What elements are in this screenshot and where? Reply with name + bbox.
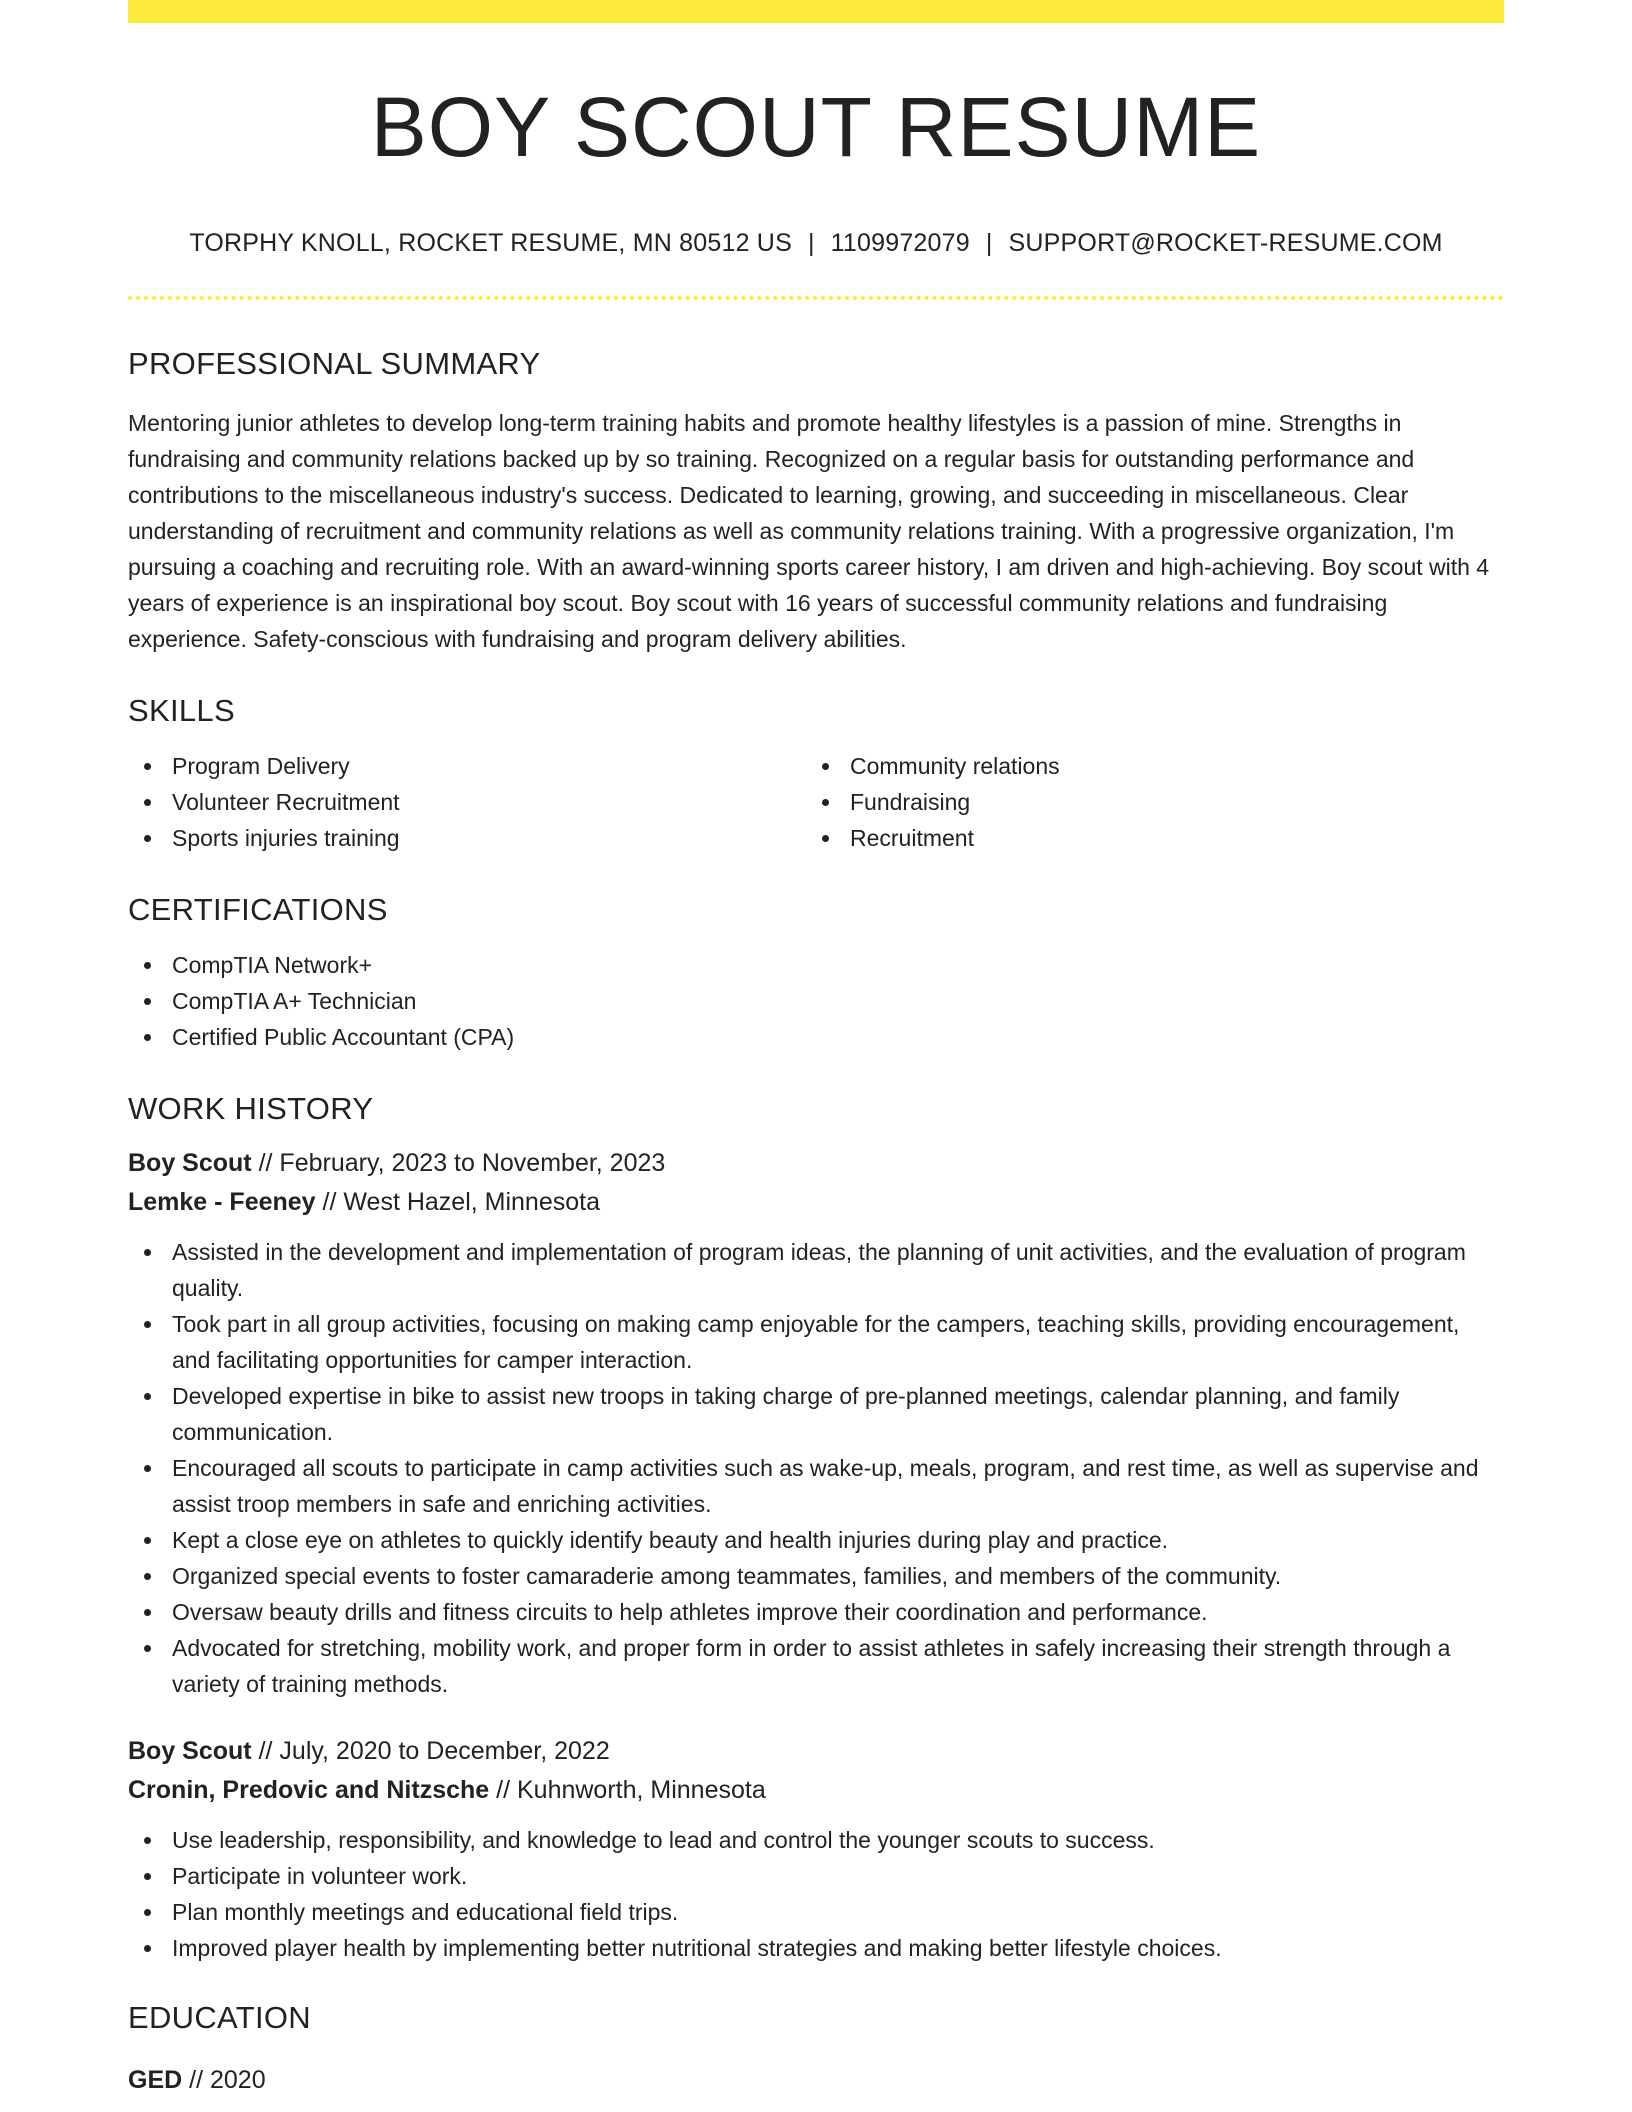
job-role: Boy Scout: [128, 1737, 252, 1765]
field-separator: //: [251, 1149, 280, 1177]
contact-line: [128, 231, 1504, 256]
job-bullet: Participate in volunteer work.: [128, 1858, 1504, 1894]
address: TORPHY KNOLL, ROCKET RESUME, MN 80512 US: [189, 229, 792, 257]
job-bullet: Organized special events to foster camaraderie among teammates, families, and members of the community.: [128, 1558, 1504, 1594]
phone[interactable]: 1109972079: [830, 229, 970, 257]
job-role-line: [128, 1144, 1504, 1183]
job-bullet-list: [128, 1822, 1504, 1966]
job-dates: February, 2023 to November, 2023: [279, 1149, 666, 1177]
job-bullet-list: [128, 1234, 1504, 1702]
job-bullet: Oversaw beauty drills and fitness circuits to help athletes improve their coordination and performance.: [128, 1594, 1504, 1630]
job-bullet: Use leadership, responsibility, and knowledge to lead and control the younger scouts to success.: [128, 1822, 1504, 1858]
job-bullet: Assisted in the development and implementation of program ideas, the planning of unit activities, and the evaluation of program quality.: [128, 1234, 1504, 1306]
job-bullet: Advocated for stretching, mobility work, and proper form in order to assist athletes in safely increasing their strength through a variety of training methods.: [128, 1630, 1504, 1702]
certifications-list: [128, 947, 1504, 1055]
field-separator: //: [251, 1737, 280, 1765]
education-year: 2020: [209, 2066, 266, 2094]
summary-text: Mentoring junior athletes to develop long-term training habits and promote healthy lifestyles is a passion of mine. Strengths in fundraising and community relations backed up by so training. Recognized on a regular basis for outstanding performance and contributions to the miscellaneous industry's success. Dedicated to learning, growing, and succeeding in miscellaneous. Clear understanding of recruitment and community relations as well as community relations training. With a progressive organization, I'm pursuing a coaching and recruiting role. With an award-winning sports career history, I am driven and high-achieving. Boy scout with 4 years of experience is an inspirational boy scout. Boy scout with 16 years of successful community relations and fundraising experience. Safety-conscious with fundraising and program delivery abilities.: [128, 410, 1490, 652]
job-bullet: Improved player health by implementing better nutritional strategies and making better lifestyle choices.: [128, 1930, 1504, 1966]
contact-separator: |: [807, 229, 815, 257]
skill-item: Volunteer Recruitment: [128, 784, 806, 820]
education-entry: [128, 2061, 1504, 2100]
section-title-skills: SKILLS: [128, 693, 235, 728]
contact-separator: |: [985, 229, 993, 257]
certification-item: Certified Public Accountant (CPA): [128, 1019, 1504, 1055]
job-company-line: [128, 1183, 1504, 1222]
resume-page: [128, 0, 1504, 2112]
skill-item: Recruitment: [806, 820, 1484, 856]
job-bullet: Took part in all group activities, focusing on making camp enjoyable for the campers, teaching skills, providing encouragement, and facilitating opportunities for camper interaction.: [128, 1306, 1504, 1378]
dotted-divider: [128, 296, 1504, 300]
certification-item: CompTIA A+ Technician: [128, 983, 1504, 1019]
section-title-work-history: WORK HISTORY: [128, 1091, 374, 1126]
job-role: Boy Scout: [128, 1149, 252, 1177]
job-company-line: [128, 1771, 1504, 1810]
job-role-line: [128, 1732, 1504, 1771]
resume-title: BOY SCOUT RESUME: [370, 80, 1262, 174]
job-company: Lemke - Feeney: [128, 1188, 316, 1216]
skills-column-right: [806, 748, 1484, 856]
field-separator: //: [489, 1776, 517, 1804]
job-location: West Hazel, Minnesota: [343, 1188, 600, 1216]
skills-column-left: [128, 748, 806, 856]
job-bullet: Plan monthly meetings and educational field trips.: [128, 1894, 1504, 1930]
job-dates: July, 2020 to December, 2022: [279, 1737, 610, 1765]
job-entry: [128, 1144, 1504, 1702]
field-separator: //: [182, 2066, 210, 2094]
job-bullet: Encouraged all scouts to participate in camp activities such as wake-up, meals, program, and rest time, as well as supervise and assist troop members in safe and enriching activities.: [128, 1450, 1504, 1522]
skill-item: Sports injuries training: [128, 820, 806, 856]
education-degree: GED: [128, 2066, 183, 2094]
certification-item: CompTIA Network+: [128, 947, 1504, 983]
job-company: Cronin, Predovic and Nitzsche: [128, 1776, 490, 1804]
skill-item: Program Delivery: [128, 748, 806, 784]
field-separator: //: [315, 1188, 344, 1216]
section-title-summary: PROFESSIONAL SUMMARY: [128, 346, 541, 381]
skill-item: Fundraising: [806, 784, 1484, 820]
job-bullet: Developed expertise in bike to assist new troops in taking charge of pre-planned meetings, calendar planning, and family communication.: [128, 1378, 1504, 1450]
job-location: Kuhnworth, Minnesota: [516, 1776, 766, 1804]
accent-bar: [128, 0, 1504, 23]
section-title-certifications: CERTIFICATIONS: [128, 892, 388, 927]
skill-item: Community relations: [806, 748, 1484, 784]
section-title-education: EDUCATION: [128, 2000, 311, 2035]
job-entry: [128, 1732, 1504, 1966]
job-bullet: Kept a close eye on athletes to quickly identify beauty and health injuries during play and practice.: [128, 1522, 1504, 1558]
email-link[interactable]: SUPPORT@ROCKET-RESUME.COM: [1008, 229, 1443, 257]
skills-list: [128, 748, 1504, 856]
